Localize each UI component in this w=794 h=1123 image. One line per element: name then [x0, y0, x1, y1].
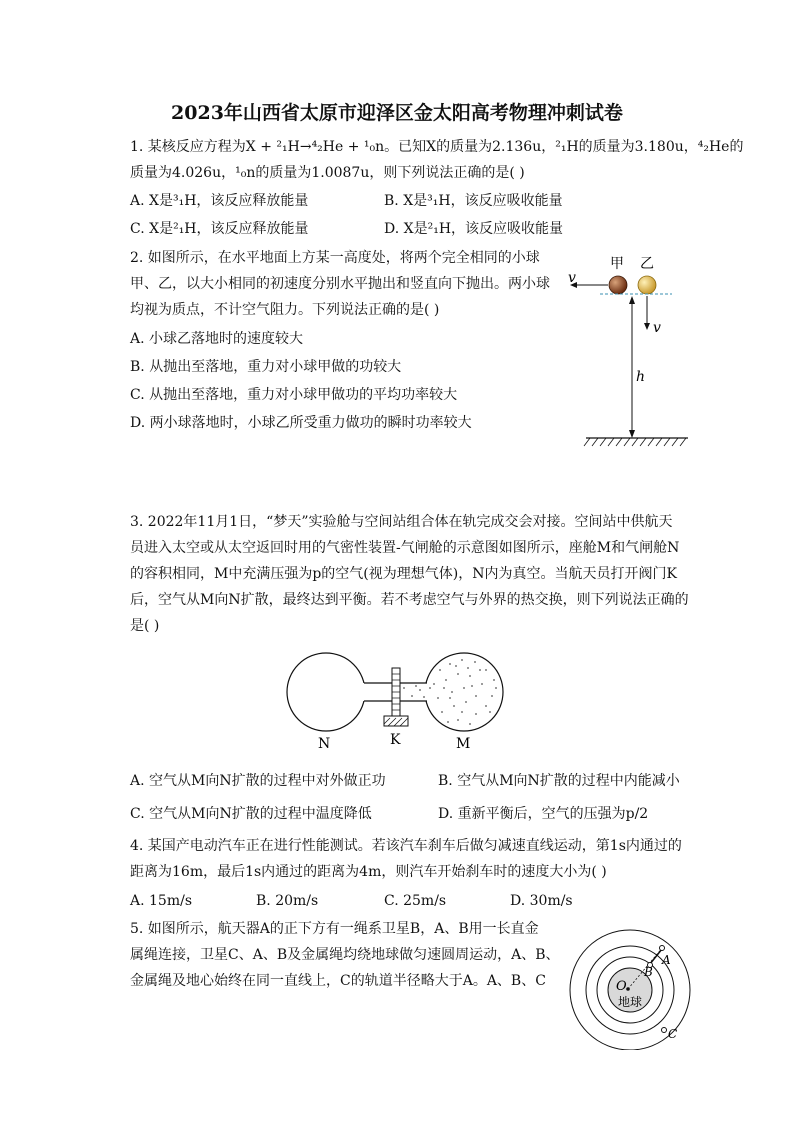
- q4-stem-line-2: 距离为16m，最后1s内通过的距离为4m，则汽车开始刹车时的速度大小为( ): [130, 864, 607, 880]
- q3-option-c[interactable]: C. 空气从M向N扩散的过程中温度降低: [130, 806, 372, 822]
- q3-stem-line-5: 是( ): [130, 618, 160, 634]
- q4-stem-line-1: 4. 某国产电动汽车正在进行性能测试。若该汽车刹车后做匀减速直线运动，第1s内通过的: [130, 838, 682, 854]
- q2-stem-line-1: 2. 如图所示，在水平地面上方某一高度处，将两个完全相同的小球: [130, 250, 540, 266]
- q2-label-jia: 甲: [610, 256, 624, 272]
- q3-label-m: M: [456, 736, 471, 752]
- q2-ball-jia: [609, 276, 627, 294]
- q3-option-b[interactable]: B. 空气从M向N扩散的过程中内能减小: [438, 773, 680, 789]
- q1-option-c[interactable]: C. X是²₁H，该反应释放能量: [130, 221, 309, 237]
- q3-option-d[interactable]: D. 重新平衡后，空气的压强为p/2: [438, 806, 649, 822]
- q3-valve-base: [384, 716, 408, 726]
- q3-chamber-m: [425, 653, 503, 731]
- q5-stem-line-2: 属绳连接，卫星C、A、B及金属绳均绕地球做匀速圆周运动，A、B、: [130, 947, 560, 963]
- q1-stem-line-2: 质量为4.026u，¹₀n的质量为1.0087u，则下列说法正确的是( ): [130, 165, 525, 181]
- q4-option-a[interactable]: A. 15m/s: [130, 893, 193, 909]
- q2-option-c[interactable]: C. 从抛出至落地，重力对小球甲做功的平均功率较大: [130, 387, 458, 403]
- q5-label-a: A: [662, 953, 671, 967]
- q3-stem-line-1: 3. 2022年11月1日，“梦天”实验舱与空间站组合体在轨完成交会对接。空间站中供航天: [130, 514, 673, 530]
- q2-ground-hatching: [584, 438, 686, 446]
- q2-label-v-horizontal: v: [568, 270, 576, 286]
- q2-label-h: h: [636, 369, 646, 385]
- q2-label-v-vertical: v: [653, 320, 661, 336]
- q4-option-c[interactable]: C. 25m/s: [384, 893, 447, 909]
- q5-figure: [562, 920, 712, 1050]
- q5-label-b: B: [644, 965, 653, 979]
- q4-option-b[interactable]: B. 20m/s: [256, 893, 319, 909]
- q2-option-b[interactable]: B. 从抛出至落地，重力对小球甲做的功较大: [130, 359, 402, 375]
- q1-stem-line-1: 1. 某核反应方程为X + ²₁H→⁴₂He + ¹₀n。已知X的质量为2.136u，²₁H的质量为3.180u，⁴₂He的: [130, 139, 744, 155]
- q3-label-n: N: [318, 736, 331, 752]
- q2-stem-line-3: 均视为质点，不计空气阻力。下列说法正确的是( ): [130, 302, 440, 318]
- q3-label-k: K: [390, 732, 401, 748]
- q3-figure: [280, 640, 520, 755]
- q5-stem-line-1: 5. 如图所示，航天器A的正下方有一绳系卫星B，A、B用一长直金: [130, 921, 539, 937]
- q1-option-a[interactable]: A. X是³₁H，该反应释放能量: [130, 193, 309, 209]
- q1-option-d[interactable]: D. X是²₁H，该反应吸收能量: [384, 221, 564, 237]
- q2-option-a[interactable]: A. 小球乙落地时的速度较大: [130, 331, 304, 347]
- q5-stem-line-3: 金属绳及地心始终在同一直线上，C的轨道半径略大于A。A、B、C: [130, 973, 546, 989]
- q2-label-yi: 乙: [640, 256, 654, 272]
- q1-option-b[interactable]: B. X是³₁H，该反应吸收能量: [384, 193, 563, 209]
- q3-stem-line-2: 员进入太空或从太空返回时用的气密性装置-气闸舱的示意图如图所示，座舱M和气闸舱N: [130, 540, 680, 556]
- q5-label-o: O: [616, 979, 627, 994]
- q2-option-d[interactable]: D. 两小球落地时，小球乙所受重力做功的瞬时功率较大: [130, 415, 472, 431]
- q2-ball-yi: [638, 276, 656, 294]
- q3-stem-line-4: 后，空气从M向N扩散，最终达到平衡。若不考虑空气与外界的热交换，则下列说法正确的: [130, 592, 689, 608]
- q5-label-c: C: [668, 1027, 678, 1041]
- q2-figure: [560, 250, 700, 450]
- q3-stem-line-3: 的容积相同，M中充满压强为p的空气(视为理想气体)，N内为真空。当航天员打开阀门K: [130, 566, 677, 582]
- q3-chamber-n: [287, 653, 365, 731]
- q2-stem-line-2: 甲、乙，以大小相同的初速度分别水平抛出和竖直向下抛出。两小球: [130, 276, 550, 292]
- q3-option-a[interactable]: A. 空气从M向N扩散的过程中对外做正功: [130, 773, 386, 789]
- q5-label-earth: 地球: [618, 995, 643, 1009]
- page-title: 2023年山西省太原市迎泽区金太阳高考物理冲刺试卷: [171, 102, 623, 124]
- q5-satellite-c: [662, 1028, 667, 1033]
- q5-spacecraft-a: [660, 946, 665, 951]
- q4-option-d[interactable]: D. 30m/s: [510, 893, 573, 909]
